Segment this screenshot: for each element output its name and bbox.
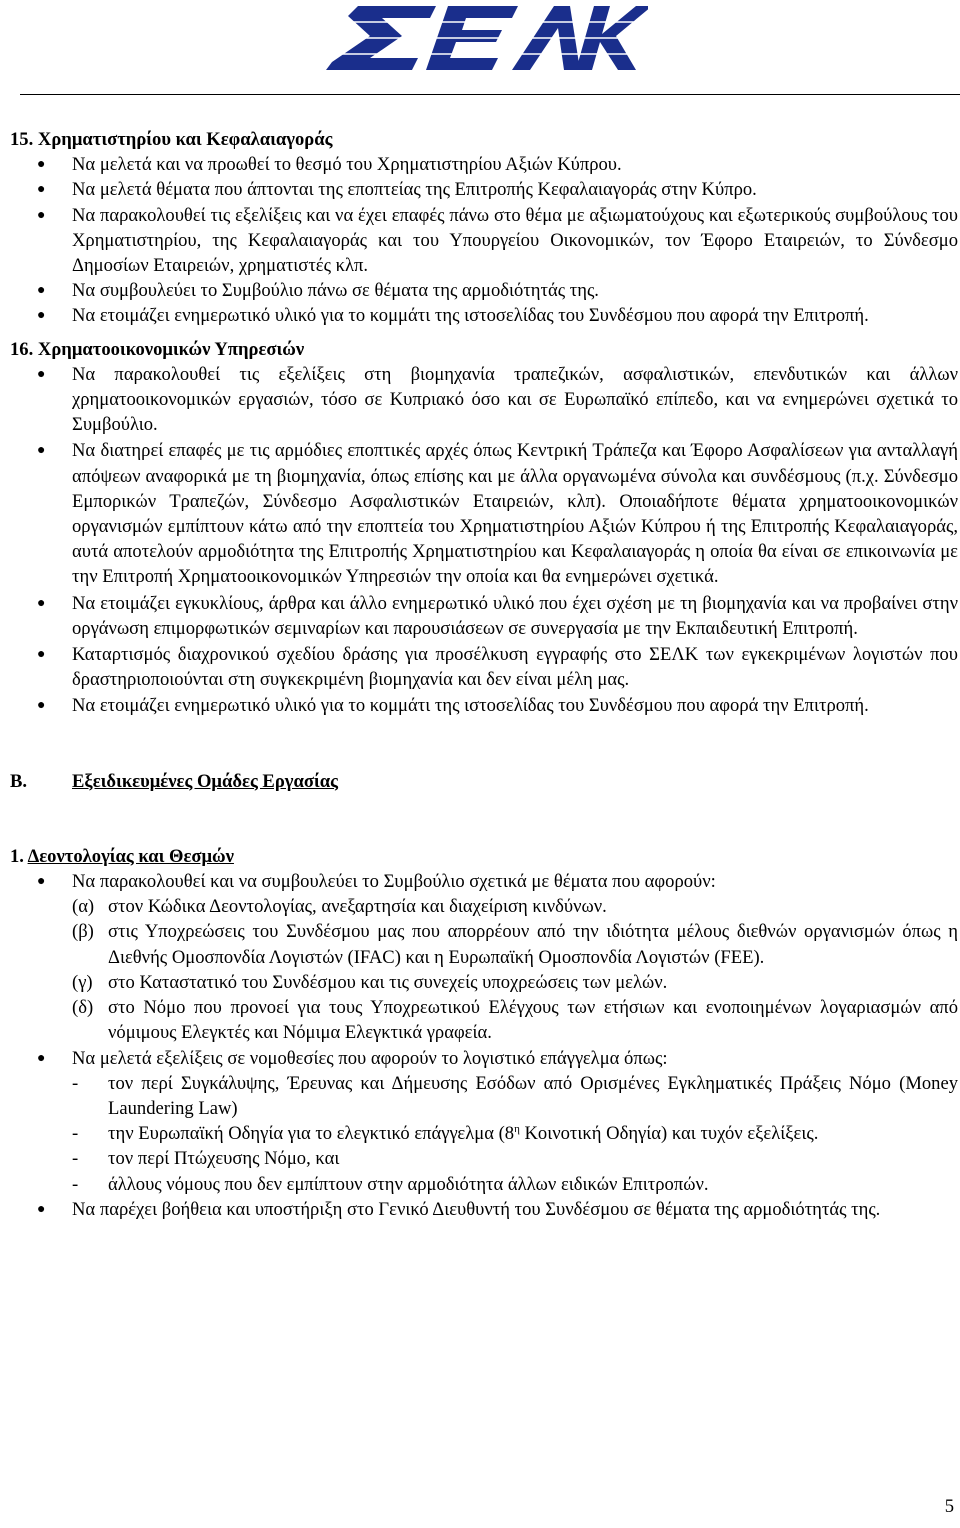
list-item: ● Να συμβουλεύει το Συμβούλιο πάνω σε θέματα της αρμοδιότητάς της. [10,278,958,303]
sub-item: (α) στον Κώδικα Δεοντολογίας, ανεξαρτησία και διαχείριση κινδύνων. [72,896,607,918]
section-number: 1. [10,845,24,867]
dash-item: - την Ευρωπαϊκή Οδηγία για το ελεγκτικό επάγγελμα ($8^\eta$ Κοινοτική Οδηγία) και τυχόν εξελίξεις. [72,1121,958,1146]
bullet-icon: ● [37,874,46,890]
sub-item: (δ) στο Νόμο που προνοεί για τους Υποχρεωτικού Ελέγχους των ετήσιων και ενοποιημένων λογαριασμών από νόμιμους Ελεγκτές και Νόμιμα Ελεγκτικά γραφεία. [72,997,958,1044]
bullet-icon: ● [37,308,46,324]
section-15-list [10,152,958,328]
section-number: 16. [10,338,34,360]
bullet-icon: ● [37,366,46,382]
section-title: Χρηματοοικονομικών Υπηρεσιών [37,338,305,360]
page-number: 5 [944,1496,954,1517]
bullet-icon: ● [37,647,46,663]
list-item: ● Καταρτισμός διαχρονικού σχεδίου δράσης για προσέλκυση εγγραφής στο ΣΕΛΚ των εγκεκριμένων λογιστών που δραστηριοποιούνται στη συγκεκριμένη βιομηχανία και δεν είναι μέλη μας. [37,644,958,691]
dash-icon: - [72,1123,79,1145]
dash-item: - άλλους νόμους που δεν εμπίπτουν στην αρμοδιότητα άλλων ειδικών Επιτροπών. [72,1172,958,1197]
header-rule [20,94,960,95]
list-item: ● Να ετοιμάζει εγκυκλίους, άρθρα και άλλο ενημερωτικό υλικό που έχει σχέση με τη βιομηχανία και να προβαίνει στην οργάνωση επιμορφωτικών σεμιναρίων και παρουσιάσεων σε συνεργασία με την Εκπαιδευτική Επιτροπή. [37,592,958,639]
bullet-icon: ● [37,595,46,611]
section-16-heading [10,337,958,362]
list-item: ● Να μελετά εξελίξεις σε νομοθεσίες που αφορούν το λογιστικό επάγγελμα όπως: - τον περί Συγκάλυψης, Έρευνας και Δήμευσης Εσόδων από Ορισμένες Εγκληματικές Πράξεις Νόμο (Money Laundering Law) - την Ευρωπαϊκή Οδηγία για το ελεγκτικό επάγγελμα ($8^\eta$ Κοινοτική Οδηγία) και τυχόν εξελίξεις. - τον περί Πτώχευσης Νόμο, και - άλλους νόμους που δεν εμπίπτουν στην αρμοδιότητα άλλων ειδικών Επιτροπών. [10,1046,958,1197]
bullet-icon: ● [37,283,46,299]
list-item: ● Να παρακολουθεί τις εξελίξεις στη βιομηχανία τραπεζικών, ασφαλιστικών, επενδυτικών και άλλων χρηματοοικονομικών εργασιών, τόσο σε Κυπριακό όσο και σε Ευρωπαϊκό επίπεδο, και να ενημερώνει σχετικά το Συμβούλιο. [37,363,958,436]
section-number: 15. [10,129,34,150]
sub-item: (β) στις Υποχρεώσεις του Συνδέσμου μας που απορρέουν από την ιδιότητα μέλους διεθνών οργανισμών όπως η Διεθνής Ομοσπονδία Λογιστών (IFAC) και η Ευρωπαϊκή Ομοσπονδία Λογιστών (FEE). [72,921,958,968]
bullet-icon: ● [37,698,46,714]
section-title: Χρηματιστηρίου και Κεφαλαιαγοράς [37,129,333,150]
list-item: ● Να διατηρεί επαφές με τις αρμόδιες εποπτικές αρχές όπως Κεντρική Τράπεζα και Έφορο Ασφαλίσεων για ανταλλαγή απόψεων αναφορικά με τη βιομηχανία, όπως επίσης και με άλλα οργανωμένα σύνολα και συνδέσμους (π.χ. Σύνδεσμο Εμπορικών Τραπεζών, Σύνδεσμο Ασφαλιστικών Εταιρειών, κλπ). Οποιαδήποτε θέματα χρηματοοικονομικών οργανισμών εμπίπτουν κάτω από την εποπτεία του Χρηματιστηρίου Αξιών Κύπρου ή της Επιτροπής Κεφαλαιαγοράς, αυτά αποτελούν αρμοδιότητα της Επιτροπής Χρηματιστηρίου και Κεφαλαιαγοράς η οποία θα είναι σε επικοινωνία με την Επιτροπή Χρηματοοικονομικών Υπηρεσιών την οποία και θα ενημερώνει σχετικά. [37,440,958,588]
section-15-heading [10,127,958,152]
list-item: ● Να μελετά θέματα που άπτονται της εποπτείας της Επιτροπής Κεφαλαιαγοράς στην Κύπρο. [10,177,958,202]
bullet-icon: ● [37,1050,46,1066]
dash-item: - τον περί Συγκάλυψης, Έρευνας και Δήμευσης Εσόδων από Ορισμένες Εγκληματικές Πράξεις Νόμο (Money Laundering Law) [72,1072,958,1119]
document-body [10,127,958,1222]
list-item: ● Να μελετά και να προωθεί το θεσμό του Χρηματιστηρίου Αξιών Κύπρου. [10,152,958,177]
bullet-icon: ● [37,207,46,223]
section-title: Εξειδικευμένες Ομάδες Εργασίας [72,770,338,792]
section-1-heading [10,844,958,869]
section-1-list [10,869,958,1222]
list-item: ● Να παρακολουθεί τις εξελίξεις και να έχει επαφές πάνω στο θέμα με αξιωματούχους και εξωτερικούς συμβούλους του Χρηματιστηρίου, της Κεφαλαιαγοράς και του Υπουργείου Οικονομικών, τον Έφορο Εταιρειών, το Σύνδεσμο Δημοσίων Εταιρειών, χρηματιστές κλπ. [37,204,958,277]
bullet-icon: ● [37,182,46,198]
sub-item: (γ) στο Καταστατικό του Συνδέσμου και τις συνεχείς υποχρεώσεις των μελών. [72,971,668,993]
section-16-list [10,362,958,719]
list-item: ● Να παρακολουθεί και να συμβουλεύει το Συμβούλιο σχετικά με θέματα που αφορούν: (α) στον Κώδικα Δεοντολογίας, ανεξαρτησία και διαχείριση κινδύνων. (β) στις Υποχρεώσεις του Συνδέσμου μας που απορρέουν από την ιδιότητα μέλους διεθνών οργανισμών όπως η Διεθνής Ομοσπονδία Λογιστών (IFAC) και η Ευρωπαϊκή Ομοσπονδία Λογιστών (FEE). (γ) στο Καταστατικό του Συνδέσμου και τις συνεχείς υποχρεώσεις των μελών. (δ) στο Νόμο που προνοεί για τους Υποχρεωτικού Ελέγχους των ετήσιων και ενοποιημένων λογαριασμών από νόμιμους Ελεγκτές και Νόμιμα Ελεγκτικά γραφεία. [10,869,958,1045]
bullet-icon: ● [37,443,46,459]
list-item: ● Να ετοιμάζει ενημερωτικό υλικό για το κομμάτι της ιστοσελίδας του Συνδέσμου που αφορά την Επιτροπή. [10,303,958,328]
list-item: ● Να παρέχει βοήθεια και υποστήριξη στο Γενικό Διευθυντή του Συνδέσμου σε θέματα της αρμοδιότητάς της. [10,1197,958,1222]
list-item: ● Να ετοιμάζει ενημερωτικό υλικό για το κομμάτι της ιστοσελίδας του Συνδέσμου που αφορά την Επιτροπή. [10,693,958,718]
dash-icon: - [72,1148,79,1170]
section-number: B. [10,770,28,792]
section-b-heading [10,769,958,794]
bullet-icon: ● [37,1201,46,1217]
section-title: Δεοντολογίας και Θεσμών [27,845,234,867]
dash-icon: - [72,1072,79,1094]
selk-logo [318,2,648,74]
dash-icon: - [72,1173,79,1195]
dash-item: - τον περί Πτώχευσης Νόμο, και [72,1146,958,1171]
bullet-icon: ● [37,157,46,173]
